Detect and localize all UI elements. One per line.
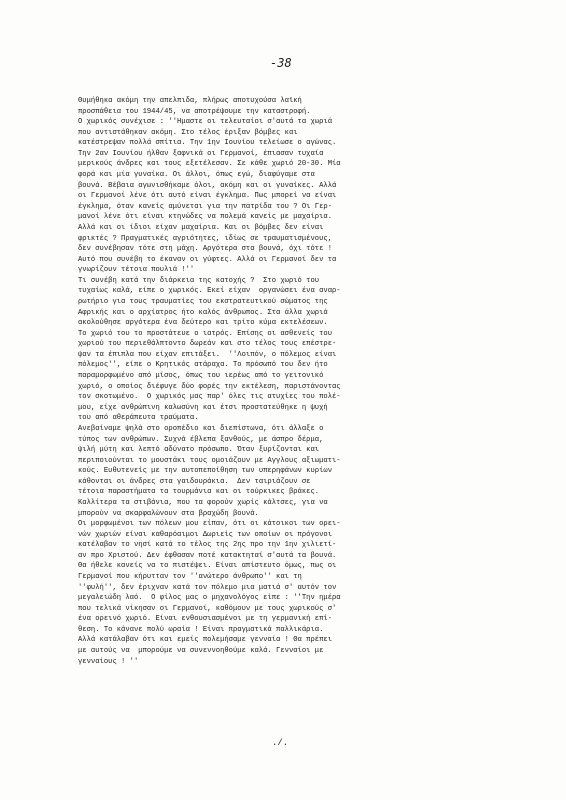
text-line: Γερμανοί που κήρυτταν τον ''ανώτερο άνθρωπο'' και τη xyxy=(78,573,302,582)
text-line: Ο χωρικός συνέχισε : ''Ημαστε οι τελευταίοι σ'αυτά τα χωριά xyxy=(78,118,332,127)
text-line: Αυτό που συνέβη το έκαναν οι γύφτες. Αλλά οι Γερμανοί δεν τα xyxy=(78,255,337,264)
text-line: οι Γερμανοί λένε ότι αυτό είναι έγκλημα. Πως μπορεί να είναι xyxy=(78,192,337,201)
text-line: ''φυλή'', δεν έριχναν κατά τον πόλεμο μια ματιά σ' αυτόν τον xyxy=(78,583,337,592)
text-line: φορά και μία γυναίκα. Οι άλλοι, όπως εγώ, διαφύγαμε στα xyxy=(78,171,315,180)
text-line: περιποιούνται το μουστάκι τους ομοιάζουν με Αγγλους αξιωματι- xyxy=(78,456,341,465)
text-line: τύπος των ανθρώπων. Συχνά έβλεπα ξανθούς, με άσπρο δέρμα, xyxy=(78,435,324,444)
text-line: κατέλαβαν το νησί κατά το τέλος της 2ης προ την 1ην χιλιετί- xyxy=(78,541,337,550)
text-line: μπορούν να σκαρφαλώνουν στα βραχώδη βουνά. xyxy=(78,509,259,518)
text-line: μου, είχε ανθρώπινη καλωσύνη και έτσι προστατεύθηκε η ψυχή xyxy=(78,403,328,412)
text-line: βουνά. Βέβαια αγωνισθήκαμε όλοι, ακόμη και οι γυναίκες. Αλλά xyxy=(78,181,337,190)
text-line: Αλλά και οι ίδιοι είχαν μαχαίρια. Και οι βόμβες δεν είναι xyxy=(78,223,324,232)
text-line: χωριό, ο οποίος διέφυγε δύο φορές την εκτέλεση, παριστάνοντας xyxy=(78,382,341,391)
text-line: γενναίους ! '' xyxy=(78,657,139,666)
text-line: Ανεβαίναμε ψηλά στο οροπέδιο και διεπίστωνα, ότι άλλαξε ο xyxy=(78,424,324,433)
text-line: κούς. Ευθυτενείς με την αυτοπεποίθηση των υπερηφάνων κυρίων xyxy=(78,467,332,476)
text-line: δεν συνέβησαν τότε στη μάχη. Αργότερα στα βουνά, όχι τότε ! xyxy=(78,245,332,254)
text-line: τυχαίως καλά, είπε ο χωρικός. Εκεί είχαν οργανώσει ένα αναρ- xyxy=(78,287,341,296)
text-line: που τελικά νίκησαν οι Γερμανοί, καθόμουν με τους χωρικούς σ' xyxy=(78,604,337,613)
text-line: φρικτές ? Πραγματικές αγριότητες, ιδίως σε τραυματισμένους, xyxy=(78,234,332,243)
text-line: Θυμήθηκα ακόμη την απελπιδα, πλήρως αποτυχούσα λαϊκή xyxy=(78,97,302,105)
text-line: Την 2αν Ιουνίου ήλθαν ξαφνικά οι Γερμανοί, έπιασαν τυχαία xyxy=(78,149,324,158)
text-line: κατέστρεψαν πολλά σπίτια. Την 1ην Ιουνίου τελείωσε ο αγώνας. xyxy=(78,139,337,148)
text-line: του από αθεράπευτα τραύματα. xyxy=(78,414,199,423)
page-end-mark: ./. xyxy=(272,738,289,748)
text-line: αν προ Χριστού. Δεν έφθασαν ποτέ κατακτηταί σ'αυτά τα βουνά. xyxy=(78,551,337,560)
text-line: Καλλίτερα τα στιβάνια, που τα φορούν χωρίς κάλτσες, για να xyxy=(78,498,328,507)
text-line: Τι συνέβη κατά την διάρκεια της κατοχής ? Στο χωριό του xyxy=(78,276,320,285)
text-line: ψιλή μύτη και λεπτό αδύνατο πρόσωπο. Όταν ξυρίζονται και xyxy=(78,446,320,455)
text-line: μανοί λένε ότι είναι κτηνώδες να πολεμά κανείς με μαχαίρια. xyxy=(78,213,332,222)
text-line: τέτοια παραστήματα τα τουρμάνια και οι τούρκικες βράκες. xyxy=(78,488,320,497)
text-line: προσπάθεια του 1944/45, να αποτρέψουμε την καταστροφή. xyxy=(78,107,311,116)
text-line: τον σκοτωμένο. Ο χωρικός μας παρ' όλες τις ατυχίες του πολέ- xyxy=(78,393,341,402)
text-line: ένα ορεινό χωριό. Είναι ενθουσιασμένοι με τη γερμανική επί- xyxy=(78,615,332,624)
text-line: ψαν τα έπιπλα που είχαν επιτάξει. ''Λοιπόν, ο πόλεμος είναι xyxy=(78,350,337,359)
text-line: κάθονται οι άνδρες στα γαιδουράκια. Δεν ταιριάζουν σε xyxy=(78,477,311,486)
text-line: Αφρικής και ο αρχίατρος ήτο καλός άνθρωπος. Στα άλλα χωριά xyxy=(78,308,328,317)
page-number: -38 xyxy=(270,56,292,70)
text-line: ακολούθησε αργότερα ένα δεύτερο και τρίτο κύμα εκτελέσεων. xyxy=(78,319,328,328)
text-line: μερικούς άνδρες και τους εξετέλεσαν. Σε κάθε χωριό 20-30. Μία xyxy=(78,160,341,169)
text-line: πόλεμος'', είπε ο Κρητικός ατάραχα. Το πρόσωπό του δεν ήτο xyxy=(78,361,328,370)
body-text xyxy=(78,96,518,667)
text-line: Θα ήθελε κανείς να το πιστέψει. Είναι απίστευτο όμως, πως οι xyxy=(78,562,337,571)
text-line: χωριού του περιεθάλπτοντο δωρεάν και στο τέλος τους επέστρε- xyxy=(78,340,337,349)
text-line: Οι μορφωμένοι των πόλεων μου είπαν, ότι οι κάτοικοι των ορει- xyxy=(78,520,341,529)
text-line: έγκλημα, όταν κανείς αμύνεται για την πατρίδα του ? Οι Γερ- xyxy=(78,202,332,211)
text-line: θεση. Το κάνανε πολύ ωραία ! Είναι πραγματικά παλλικάρια. xyxy=(78,625,324,634)
text-line: Το χωριό του το προστάτευε ο ιατρός. Επίσης οι ασθενείς του xyxy=(78,329,332,338)
text-line: μεγαλειώδη λαό. Ο φίλος μας ο μηχανολόγος είπε : ''Την ημέρα xyxy=(78,594,341,603)
text-line: ρωτήριο για τους τραυματίες του εκστρατευτικού σώματος της xyxy=(78,297,328,306)
text-line: Αλλά κατάλαβαν ότι και εμείς πολεμήσαμε γενναία ! Θα πρέπει xyxy=(78,636,332,645)
text-line: γνωρίζουν τέτοια πουλιά !'' xyxy=(78,266,195,275)
text-line: που αντιστάθηκαν ακόμη. Στο τέλος έριξαν βόμβες και xyxy=(78,128,298,137)
text-line: με αυτούς να μπορούμε να συνεννοηθούμε καλά. Γενναίοι με xyxy=(78,647,324,656)
text-line: νών χωριών είναι καθαρόαιμοι Δωριείς των οποίων οι πρόγονοι xyxy=(78,530,332,539)
text-line: παραμορφωμένο από μίσος, όπως του ιερέως από το γειτονικό xyxy=(78,372,324,381)
